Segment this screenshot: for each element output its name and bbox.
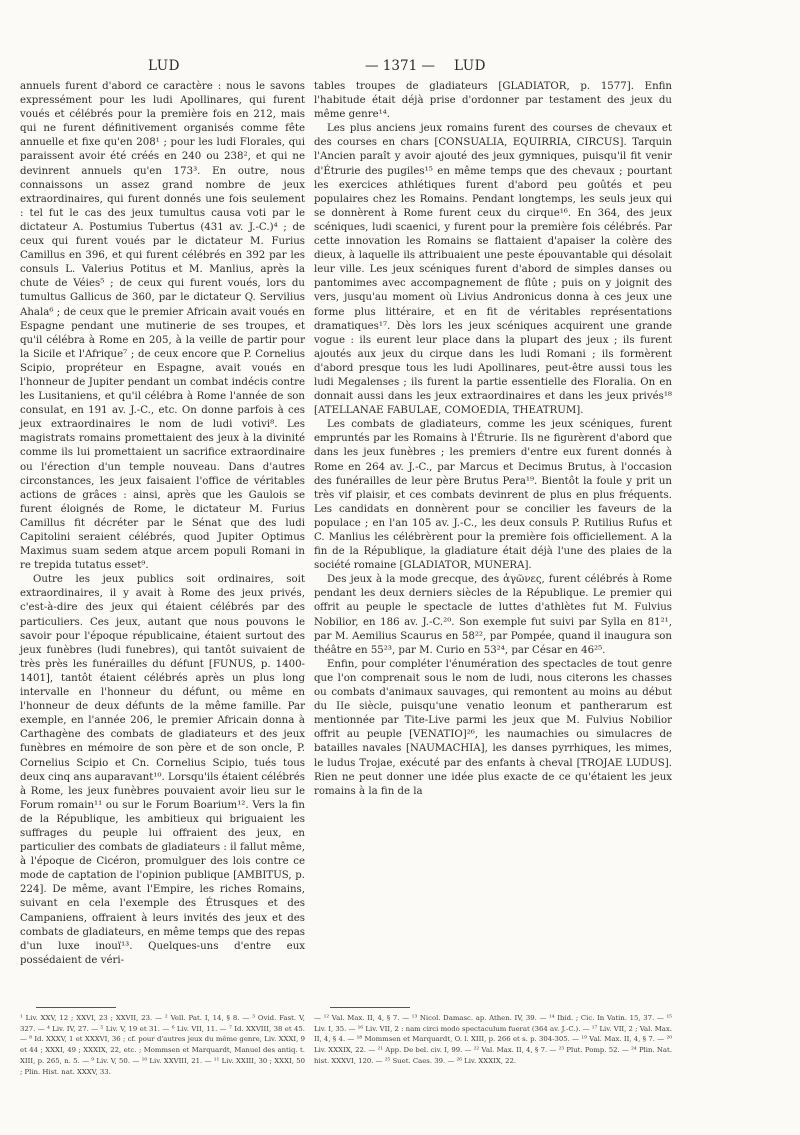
right-paragraph: Les plus anciens jeux romains furent des courses de chevaux et des courses en chars [CONSUALIA, EQUIRRIA, CIRCUS]. Tarquin l'Ancien paraît y avoir ajouté des jeux gymniques, puisqu'il fit venir d'Étrurie des pugiles¹⁵ en même temps que des chevaux ; pourtant les exercices athlétiques furent d'abord peu goûtés et peu populaires chez les Romains. Pendant longtemps, les seuls jeux qui se donnèrent à Rome furent ceux du cirque¹⁶. En 364, des jeux scéniques, ludi scaenici, y furent pour la première fois célébrés. Par cette innovation les Romains se flattaient d'apaiser la colère des dieux, à laquelle ils attribuaient une peste épouvantable qui désolait leur ville. Les jeux scéniques furent d'abord de simples danses ou pantomimes avec accompagnement de flûte ; puis on y joignit des vers, jusqu'au moment où Livius Andronicus donna à ces jeux une forme plus littéraire, et en fit de véritables représentations dramatiques¹⁷. Dès lors les jeux scéniques acquirent une grande vogue : ils eurent leur place dans la plupart des jeux ; ils furent ajoutés aux jeux du cirque dans les ludi Romani ; ils formèrent d'abord presque tous les ludi Apollinares, peut-être aussi tous les ludi Megalenses ; ils furent la partie essentielle des Floralia. On en donnait aussi dans les jeux extraordinaires et dans les jeux privés¹⁸ [ATELLANAE FABULAE, COMOEDIA, THEATRUM]. bbox=[314, 123, 672, 417]
left-column bbox=[20, 80, 305, 968]
right-paragraph: Des jeux à la mode grecque, des ἀγῶνες, furent célébrés à Rome pendant les deux derniers siècles de la République. Le premier qui offrit au peuple le spectacle de luttes d'athlètes fut M. Fulvius Nobilior, en 186 av. J.-C.²⁰. Son exemple fut suivi par Sylla en 81²¹, par M. Aemilius Scaurus en 58²², par Pompée, quand il inaugura son théâtre en 55²³, par M. Curio en 53²⁴, par César en 46²⁵. bbox=[314, 574, 672, 656]
footnote-rule-left bbox=[36, 1007, 116, 1008]
footnote-rule-right bbox=[330, 1007, 410, 1008]
header-left-title: LUD bbox=[148, 58, 180, 74]
right-paragraph: Enfin, pour compléter l'énumération des spectacles de tout genre que l'on comprenait sous le nom de ludi, nous citerons les chasses ou combats d'animaux sauvages, qui remontent au moins au début du IIe siècle, puisqu'une venatio leonum et pantherarum est mentionnée par Tite-Live parmi les jeux que M. Fulvius Nobilior offrit au peuple [VENATIO]²⁶, les naumachies ou simulacres de batailles navales [NAUMACHIA], les danses pyrrhiques, les mimes, le ludus Trojae, exécuté par des enfants à cheval [TROJAE LUDUS]. Rien ne peut donner une idée plus exacte de ce qu'étaient les jeux romains à la fin de la bbox=[314, 658, 672, 797]
footnotes-right: — ¹² Val. Max. II, 4, § 7. — ¹³ Nicol. Damasc. ap. Athen. IV, 39. — ¹⁴ Ibid. ; Cic. In Vatin. 15, 37. — ¹⁵ Liv. I, 35. — ¹⁶ Liv. VII, 2 : nam circi modo spectaculum fuerat (364 av. J.-C.). — ¹⁷ Liv. VII, 2 ; Val. Max. II, 4, § 4. — ¹⁸ Mommsen et Marquardt, O. l. XIII, p. 266 et s. p. 304-305. — ¹⁹ Val. Max. II, 4, § 7. — ²⁰ Liv. XXXIX, 22. — ²¹ App. De bel. civ. I, 99. — ²² Val. Max. II, 4, § 7. — ²³ Plut. Pomp. 52. — ²⁴ Plin. Nat. hist. XXXVI, 120. — ²⁵ Suet. Caes. 39. — ²⁶ Liv. XXXIX, 22. bbox=[314, 1014, 672, 1065]
running-header bbox=[0, 58, 800, 80]
right-paragraph: Les combats de gladiateurs, comme les jeux scéniques, furent empruntés par les Romains à l'Étrurie. Ils ne figurèrent d'abord que dans les jeux funèbres ; les premiers d'entre eux furent donnés à Rome en 264 av. J.-C., par Marcus et Decimus Brutus, à l'occasion des funérailles de leur père Brutus Pera¹⁹. Bientôt la foule y prit un très vif plaisir, et ces combats devinrent de plus en plus fréquents. Les candidats en donnèrent pour se concilier les faveurs de la populace ; en l'an 105 av. J.-C., les deux consuls P. Rutilius Rufus et C. Manlius les célébrèrent pour la première fois officiellement. A la fin de la République, la gladiature était déjà l'une des plaies de la société romaine [GLADIATOR, MUNERA]. bbox=[314, 419, 672, 572]
right-paragraph: tables troupes de gladiateurs [GLADIATOR, p. 1577]. Enfin l'habitude était déjà prise d'ordonner par testament des jeux du même genre¹⁴. bbox=[314, 81, 672, 121]
left-paragraph: annuels furent d'abord ce caractère : nous le savons expressément pour les ludi Apollinares, qui furent voués et célébrés pour la première fois en 212, mais qui ne furent définitivement organisés comme fête annuelle et fixe qu'en 208¹ ; pour les ludi Florales, qui paraissent avoir été créés en 240 ou 238², et qui ne devinrent annuels qu'en 173³. En outre, nous connaissons un assez grand nombre de jeux extraordinaires, qui furent donnés une fois seulement : tel fut le cas des jeux tumultus causa voti par le dictateur A. Postumius Tubertus (431 av. J.-C.)⁴ ; de ceux qui furent voués par le dictateur M. Furius Camillus en 396, et qui furent célébrés en 392 par les consuls L. Valerius Potitus et M. Manlius, après la chute de Véies⁵ ; de ceux qui furent voués, lors du tumultus Gallicus de 360, par le dictateur Q. Servilius Ahala⁶ ; de ceux que le premier Africain avait voués en Espagne pendant une mutinerie de ses troupes, et qu'il célébra à Rome en 205, à la veille de partir pour la Sicile et l'Afrique⁷ ; de ceux encore que P. Cornelius Scipio, propréteur en Espagne, avait voués en l'honneur de Jupiter pendant un combat indécis contre les Lusitaniens, et qu'il célébra à Rome l'année de son consulat, en 191 av. J.-C., etc. On donne parfois à ces jeux extraordinaires le nom de ludi votivi⁸. Les magistrats romains promettaient des jeux à la divinité comme ils lui promettaient un sacrifice extraordinaire ou l'érection d'un temple nouveau. Dans d'autres circonstances, les jeux faisaient l'office de véritables actions de grâces : ainsi, après que les Gaulois se furent éloignés de Rome, le dictateur M. Furius Camillus fit décréter par le Sénat que des ludi Capitolini seraient célébrés, quod Jupiter Optimus Maximus suam sedem atque arcem populi Romani in re trepida tutatus esset⁹. bbox=[20, 81, 305, 572]
page-number: — 1371 — bbox=[365, 58, 435, 74]
right-column bbox=[314, 80, 672, 799]
header-right-title: LUD bbox=[454, 58, 486, 74]
footnotes-left: ¹ Liv. XXV, 12 ; XXVI, 23 ; XXVII, 23. — ² Vell. Pat. I, 14, § 8. — ³ Ovid. Fast. V, 327. — ⁴ Liv. IV, 27. — ⁵ Liv. V, 19 et 31. — ⁶ Liv. VII, 11. — ⁷ Id. XXVIII, 38 et 45. — ⁸ Id. XXXV, 1 et XXXVI, 36 ; cf. pour d'autres jeux du même genre, Liv. XXXI, 9 et 44 ; XXXI, 49 ; XXXIX, 22, etc. ; Mommsen et Marquardt, Manuel des antiq. t. XIII, p. 265, n. 5. — ⁹ Liv. V, 50. — ¹⁰ Liv. XXVIII, 21. — ¹¹ Liv. XXIII, 30 ; XXXI, 50 ; Plin. Hist. nat. XXXV, 33. bbox=[20, 1014, 305, 1076]
left-paragraph: Outre les jeux publics soit ordinaires, soit extraordinaires, il y avait à Rome des jeux privés, c'est-à-dire des jeux qui étaient célébrés par des particuliers. Ces jeux, autant que nous pouvons le savoir pour l'époque républicaine, étaient surtout des jeux funèbres (ludi funebres), qui tantôt suivaient de très près les funérailles du défunt [FUNUS, p. 1400-1401], tantôt étaient célébrés après un plus long intervalle en l'honneur du défunt, ou même en l'honneur de deux défunts de la même famille. Par exemple, en l'année 206, le premier Africain donna à Carthagène des combats de gladiateurs et des jeux funèbres en mémoire de son père et de son oncle, P. Cornelius Scipio et Cn. Cornelius Scipio, tués tous deux cinq ans auparavant¹⁰. Lorsqu'ils étaient célébrés à Rome, les jeux funèbres pouvaient avoir lieu sur le Forum romain¹¹ ou sur le Forum Boarium¹². Vers la fin de la République, les ambitieux qui briguaient les suffrages du peuple lui offraient des jeux, en particulier des combats de gladiateurs : il fallut même, à l'époque de Cicéron, promulguer des lois contre ce mode de captation de l'opinion publique [AMBITUS, p. 224]. De même, avant l'Empire, les riches Romains, suivant en cela l'exemple des Étrusques et des Campaniens, offraient à leurs invités des jeux et des combats de gladiateurs, en même temps que des repas d'un luxe inouï¹³. Quelques-uns d'entre eux possédaient de véri- bbox=[20, 574, 305, 966]
